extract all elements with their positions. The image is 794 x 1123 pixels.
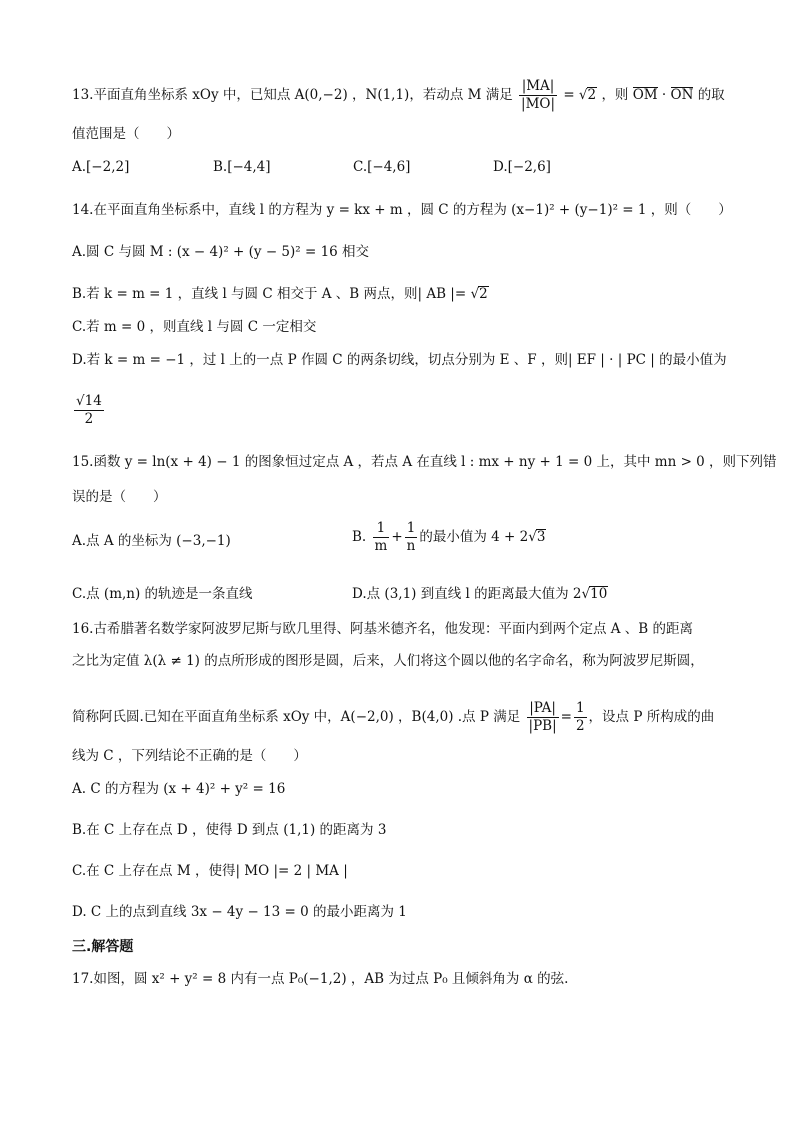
q14-option-d-value: $\frac{√14}{2}$ bbox=[76, 393, 102, 427]
q14-option-b: B.若 k = m = 1 ，直线 l 与圆 C 相交于 A 、B 两点，则| AB |= √2 bbox=[72, 286, 488, 302]
q15-stem-line1: 15.函数 y = ln(x + 4) − 1 的图象恒过定点 A ，若点 A 在直线 l : mx + ny + 1 = 0 上，其中 mn > 0 ，则下列错 bbox=[72, 454, 777, 470]
q16-stem-line4: 线为 C ，下列结论不正确的是（ ） bbox=[72, 748, 307, 764]
q13-vector-om: OM bbox=[632, 87, 658, 103]
q16-option-a: A. C 的方程为 (x + 4)² + y² = 16 bbox=[72, 781, 286, 797]
q13-line2: 值范围是（ ） bbox=[72, 126, 180, 142]
section-heading: 三.解答题 bbox=[72, 939, 134, 955]
q15-stem-line2: 误的是（ ） bbox=[72, 489, 167, 505]
q15-option-c: C.点 (m,n) 的轨迹是一条直线 bbox=[72, 586, 253, 602]
q16-stem-line3: 简称阿氏圆.已知在平面直角坐标系 xOy 中，A(−2,0) ，B(4,0) .点 P 满足 $\frac{|PA|}{|PB|}$ = $\frac{1}{2}$ ，设点 P 所构成的曲 bbox=[72, 700, 715, 734]
q13-text-a: 13.平面直角坐标系 xOy 中，已知点 A(0,−2) ，N(1,1)，若动点 M 满足 bbox=[72, 87, 513, 103]
q13-sqrt: 2 bbox=[587, 87, 597, 103]
q13-option-b: B.[−4,4] bbox=[213, 159, 271, 175]
q13-fraction: $\frac{|MA|}{|MO|}$ bbox=[521, 78, 556, 112]
q15-option-a: A.点 A 的坐标为 (−3,−1) bbox=[72, 533, 231, 549]
q15-option-b: B. $\frac{1}{m}$ + $\frac{1}{n}$ 的最小值为 4 + 2√3 bbox=[352, 520, 546, 554]
q17-stem: 17.如图，圆 x² + y² = 8 内有一点 P₀(−1,2) ，AB 为过点 P₀ 且倾斜角为 α 的弦. bbox=[72, 971, 569, 987]
q13-option-a: A.[−2,2] bbox=[72, 159, 130, 175]
q16-stem-line2: 之比为定值 λ(λ ≠ 1) 的点所形成的图形是圆，后来，人们将这个圆以他的名字命名，称为阿波罗尼斯圆， bbox=[72, 653, 704, 669]
q16-option-d: D. C 上的点到直线 3x − 4y − 13 = 0 的最小距离为 1 bbox=[72, 904, 407, 920]
q13-vector-on: ON bbox=[670, 87, 694, 103]
q13-line1: 13.平面直角坐标系 xOy 中，已知点 A(0,−2) ，N(1,1)，若动点 M 满足 $\frac{|MA|}{|MO|}$ = √2 ，则 OM · ON 的取 bbox=[72, 78, 725, 112]
q16-stem-line1: 16.古希腊著名数学家阿波罗尼斯与欧几里得、阿基米德齐名，他发现：平面内到两个定点 A 、B 的距离 bbox=[72, 621, 694, 637]
q13-option-c: C.[−4,6] bbox=[353, 159, 411, 175]
q14-option-d: D.若 k = m = −1 ，过 l 上的一点 P 作圆 C 的两条切线，切点分别为 E 、F ，则| EF | · | PC | 的最小值为 bbox=[72, 352, 727, 368]
q14-option-c: C.若 m = 0 ，则直线 l 与圆 C 一定相交 bbox=[72, 319, 317, 335]
q16-option-b: B.在 C 上存在点 D ，使得 D 到点 (1,1) 的距离为 3 bbox=[72, 822, 387, 838]
q16-option-c: C.在 C 上存在点 M ，使得| MO |= 2 | MA | bbox=[72, 863, 348, 879]
q15-option-d: D.点 (3,1) 到直线 l 的距离最大值为 2√10 bbox=[352, 586, 608, 602]
q14-stem: 14.在平面直角坐标系中，直线 l 的方程为 y = kx + m ，圆 C 的方程为 (x−1)² + (y−1)² = 1 ，则（ ） bbox=[72, 202, 732, 218]
q13-option-d: D.[−2,6] bbox=[493, 159, 551, 175]
q14-option-a: A.圆 C 与圆 M : (x − 4)² + (y − 5)² = 16 相交 bbox=[72, 244, 370, 260]
